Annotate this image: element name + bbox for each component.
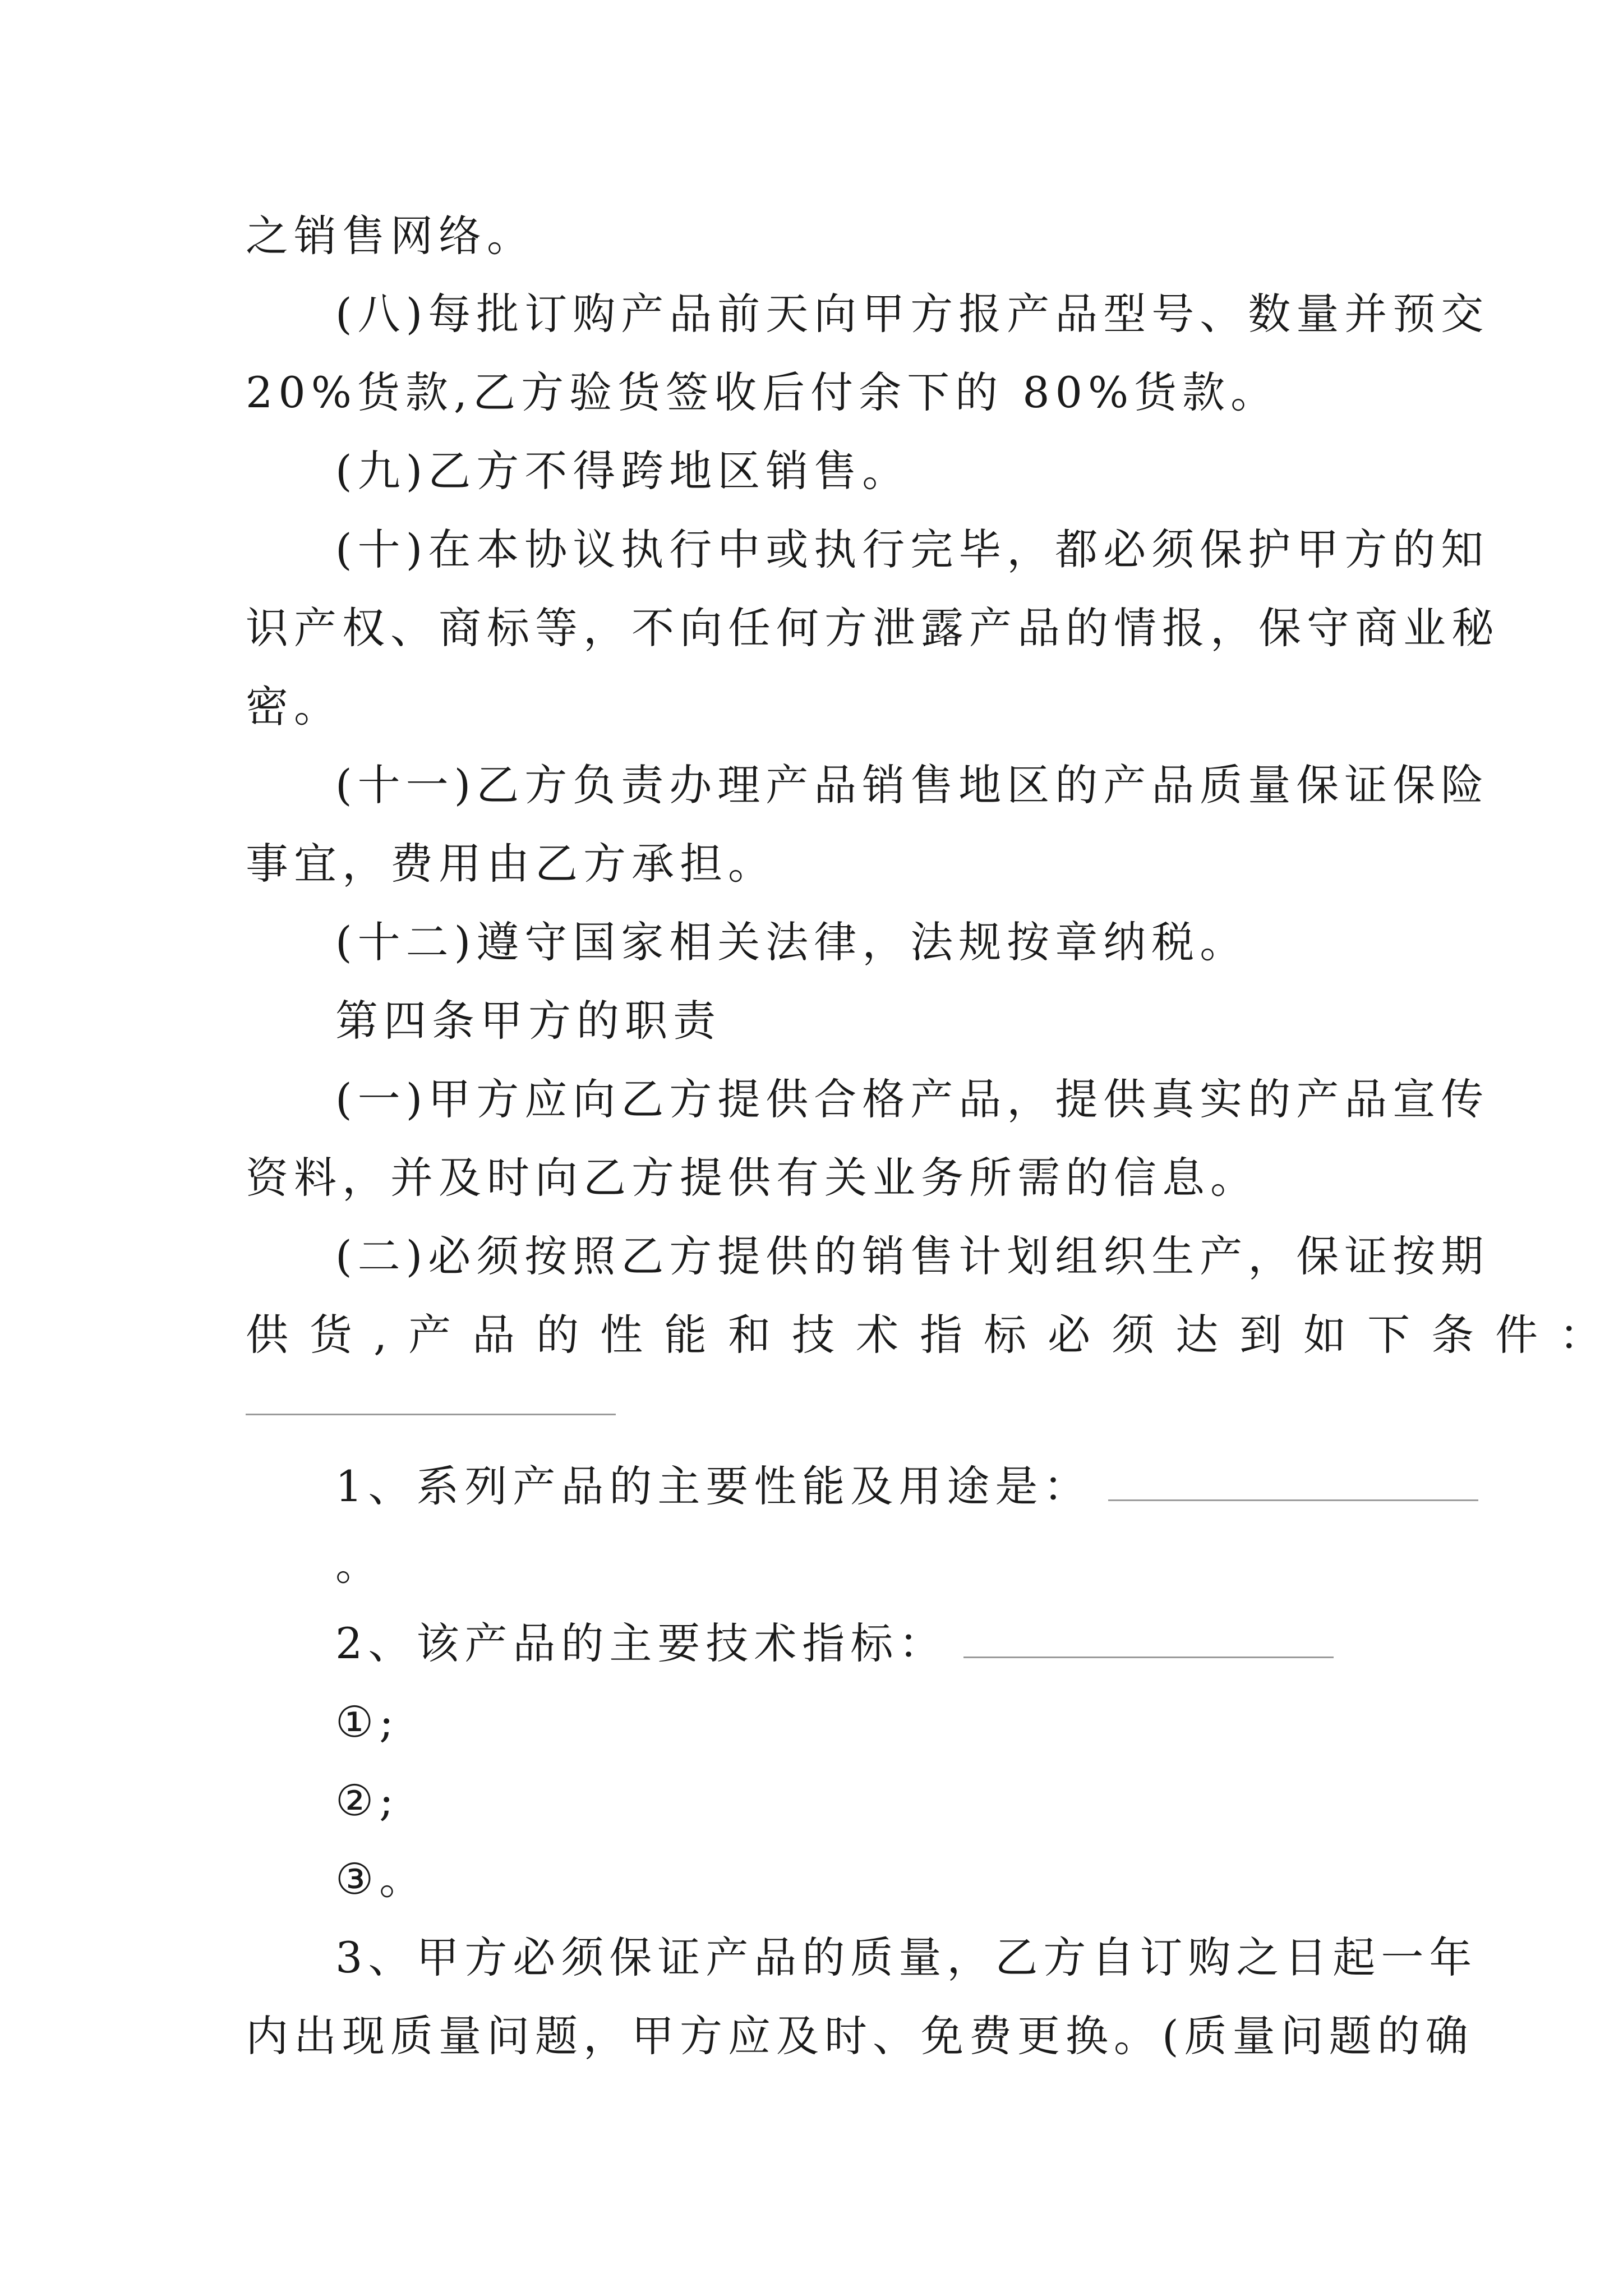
clause-8-line-1: (八)每批订购产品前天向甲方报产品型号、数量并预交 [335, 289, 1490, 339]
item-1-end: 。 [335, 1540, 384, 1590]
duty-2-line-1: (二)必须按照乙方提供的销售计划组织生产，保证按期 [335, 1231, 1490, 1281]
clause-10-line-3: 密。 [246, 682, 342, 731]
clause-9: (九)乙方不得跨地区销售。 [335, 446, 911, 496]
duty-1-line-2: 资料，并及时向乙方提供有关业务所需的信息。 [246, 1153, 1258, 1203]
indicator-3: ③。 [335, 1854, 428, 1904]
item-1-label: 1、系列产品的主要性能及用途是： [335, 1461, 1092, 1511]
clause-8-line-2: 20%货款,乙方验货签收后付余下的 80%货款。 [246, 367, 1279, 417]
item-3-line-1: 3、甲方必须保证产品的质量，乙方自订购之日起一年 [335, 1932, 1478, 1982]
paragraph-line: 之销售网络。 [246, 211, 535, 261]
clause-12: (十二)遵守国家相关法律，法规按章纳税。 [335, 917, 1248, 967]
clause-10-line-1: (十)在本协议执行中或执行完毕，都必须保护甲方的知 [335, 524, 1490, 574]
clause-10-line-2: 识产权、商标等，不向任何方泄露产品的情报，保守商业秘 [246, 603, 1500, 653]
item-3-line-2: 内出现质量问题，甲方应及时、免费更换。(质量问题的确 [246, 2011, 1474, 2061]
section-divider [246, 1414, 616, 1415]
indicator-2: ②; [335, 1775, 399, 1825]
item-2-label: 2、该产品的主要技术指标： [335, 1618, 947, 1668]
item-2-row [335, 1616, 1390, 1672]
indicator-1: ①; [335, 1697, 399, 1747]
clause-11-line-2: 事宜，费用由乙方承担。 [246, 839, 776, 889]
item-1-fill-blank [1108, 1460, 1478, 1501]
article-4-heading: 第四条甲方的职责 [335, 996, 721, 1046]
clause-11-line-1: (十一)乙方负责办理产品销售地区的产品质量保证保险 [335, 760, 1490, 810]
item-2-fill-blank [963, 1617, 1334, 1658]
item-1-row [335, 1458, 1390, 1515]
duty-2-line-2: 供货,产品的性能和技术指标必须达到如下条件： [246, 1310, 1623, 1360]
duty-1-line-1: (一)甲方应向乙方提供合格产品，提供真实的产品宣传 [335, 1074, 1490, 1124]
